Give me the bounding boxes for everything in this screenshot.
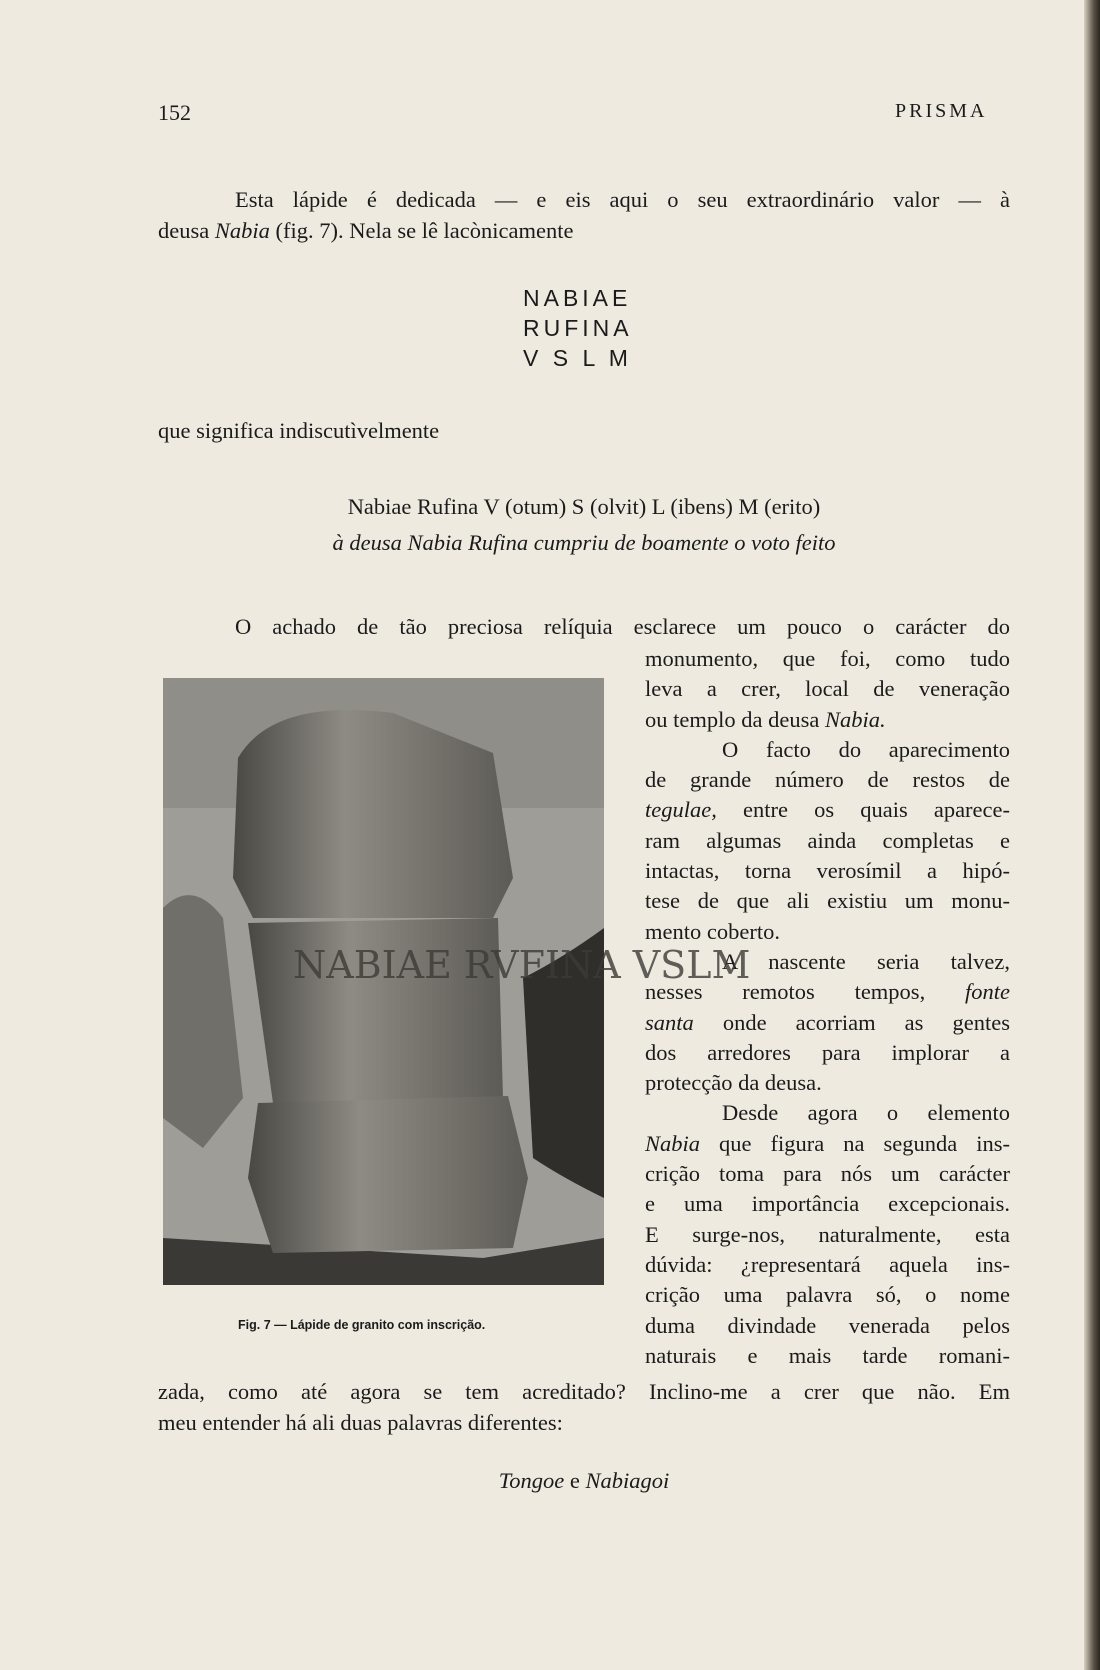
inscription-line-2: RUFINA	[523, 315, 633, 341]
running-header: PRISMA	[895, 100, 988, 122]
inscription-line-1: NABIAE	[523, 285, 632, 311]
paragraph-discovery-line-1: O achado de tão preciosa relíquia esclarece um pouco o carácter do	[235, 614, 1010, 639]
col-line: monumento, que foi, como tudo	[645, 646, 1010, 671]
col-line: Desde agora o elemento	[722, 1100, 1010, 1126]
inscription-line-3: V S L M	[523, 345, 632, 371]
photo-carved-text: NABIAE RVFINA VSLM	[293, 943, 751, 987]
col-line: naturais e mais tarde romani-	[645, 1342, 1010, 1368]
paragraph-conclusion	[158, 1376, 1010, 1438]
col-line: crição uma palavra só, o nome	[645, 1282, 1010, 1308]
conclusion-line-2: meu entender há ali duas palavras diferentes:	[158, 1410, 563, 1435]
col-line: de grande número de restos de	[645, 767, 1010, 793]
col-line: dos arredores para implorar a	[645, 1039, 1010, 1065]
paragraph-meaning: que significa indiscutìvelmente	[158, 418, 440, 443]
col-line: intactas, torna verosímil a hipó-	[645, 858, 1010, 884]
conclusion-line-1: zada, como até agora se tem acreditado? Inclino-me a crer que não. Em	[158, 1379, 1010, 1404]
col-line: dúvida: ¿representará aquela ins-	[645, 1251, 1010, 1277]
col-line: nesses remotos tempos, fonte	[645, 979, 1010, 1005]
col-line: mento coberto.	[645, 918, 780, 944]
page-edge	[1084, 0, 1100, 1670]
figure-caption: Fig. 7 — Lápide de granito com inscrição.	[238, 1318, 486, 1332]
final-words: Tongoe e Nabiagoi	[498, 1468, 670, 1493]
col-line: leva a crer, local de veneração	[645, 676, 1010, 702]
col-line: santa onde acorriam as gentes	[645, 1009, 1010, 1035]
col-line: protecção da deusa.	[645, 1070, 822, 1096]
page-number: 152	[158, 100, 191, 125]
col-line: Nabia que figura na segunda ins-	[645, 1130, 1010, 1156]
col-line: duma divindade venerada pelos	[645, 1312, 1010, 1338]
inscription-translation: à deusa Nabia Rufina cumpriu de boamente o voto feito	[332, 530, 836, 555]
col-line: e uma importância excepcionais.	[645, 1191, 1010, 1217]
col-line: crição toma para nós um carácter	[645, 1161, 1010, 1187]
col-line: A nascente seria talvez,	[722, 948, 1010, 974]
col-line: E surge-nos, naturalmente, esta	[645, 1221, 1010, 1247]
inscription-block	[523, 283, 633, 373]
col-line: tese de que ali existiu um monu-	[645, 888, 1010, 914]
inscription-expansion: Nabiae Rufina V (otum) S (olvit) L (ibens) M (erito)	[347, 494, 821, 519]
col-line: tegulae, entre os quais aparece-	[645, 797, 1010, 823]
intro-line-1: Esta lápide é dedicada — e eis aqui o seu extraordinário valor — à	[235, 187, 1010, 212]
paragraph-intro	[158, 184, 1010, 246]
intro-line-2: deusa Nabia (fig. 7). Nela se lê lacònicamente	[158, 218, 574, 243]
col-line: ram algumas ainda completas e	[645, 827, 1010, 853]
col-line: O facto do aparecimento	[722, 736, 1010, 762]
text-column	[645, 644, 1010, 1371]
col-line: ou templo da deusa Nabia.	[645, 706, 886, 732]
